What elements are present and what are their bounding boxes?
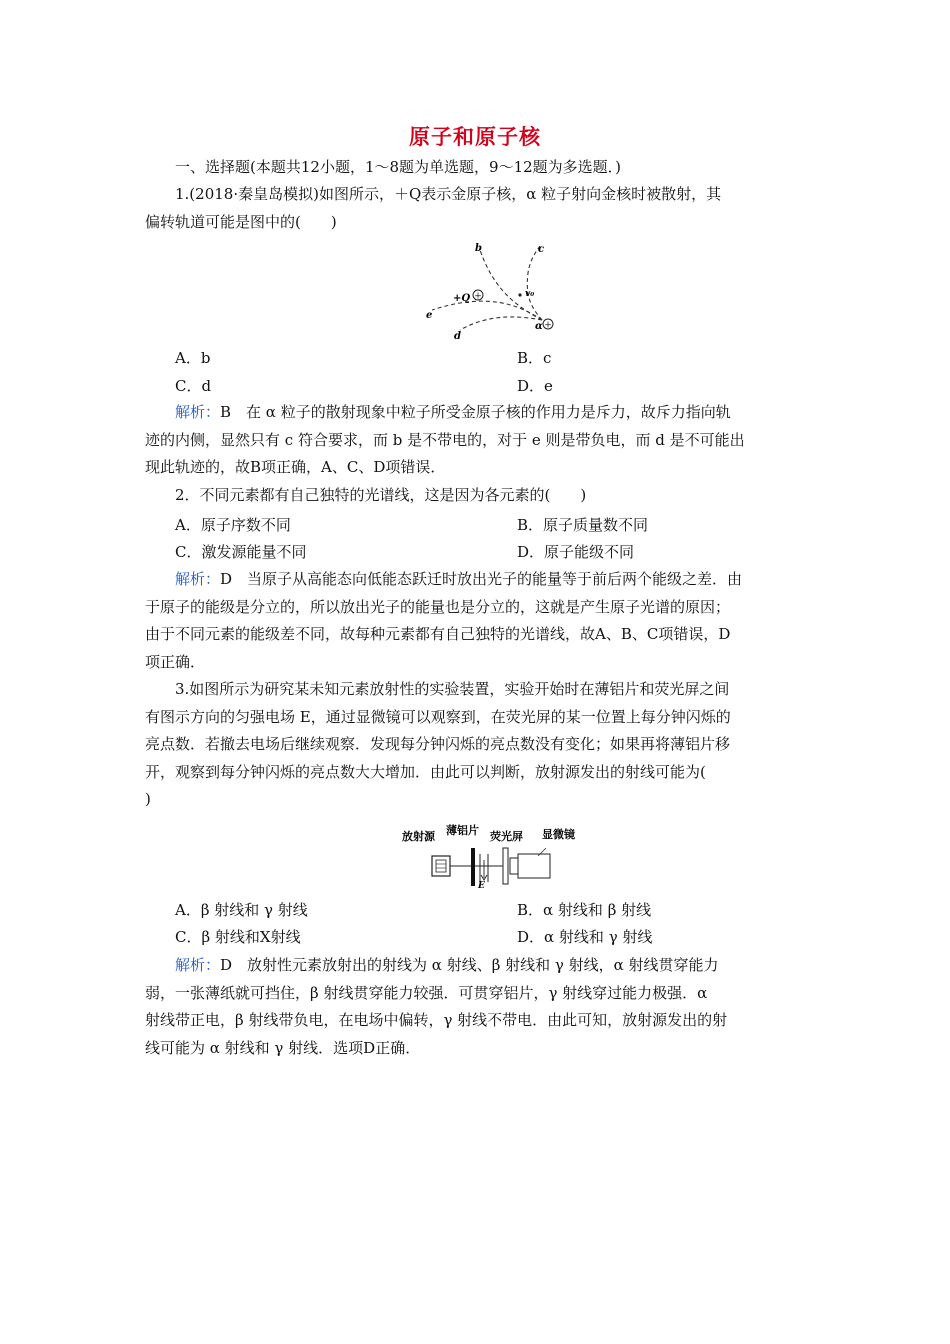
q2-analysis-label: 解析： xyxy=(175,570,221,588)
q3-apparatus-figure xyxy=(398,820,588,890)
q2-analysis-line-3: 由于不同元素的能级差不同，故每种元素都有自己独特的光谱线，故A、B、C项错误，D xyxy=(145,625,731,643)
q2-analysis xyxy=(145,566,807,676)
q2-analysis-line-2: 于原子的能级是分立的，所以放出光子的能量也是分立的，这就是产生原子光谱的原因； xyxy=(145,597,731,616)
q3-analysis-label: 解析： xyxy=(175,956,221,974)
trajectory-d xyxy=(460,317,542,330)
label-v0: v₀ xyxy=(525,289,535,299)
q3-analysis-line-2: 弱，一张薄纸就可挡住，β 射线贯穿能力较强．可贯穿铝片，γ 射线穿过能力极强．α xyxy=(145,983,708,1002)
svg-text:+: + xyxy=(544,320,552,331)
trajectory-c xyxy=(527,244,545,320)
q2-option-d: D．原子能级不同 xyxy=(517,543,635,561)
label-e: e xyxy=(426,310,433,321)
svg-text:+: + xyxy=(474,291,482,302)
q1-option-a: A．b xyxy=(175,349,211,367)
label-microscope: 显微镜 xyxy=(542,828,575,841)
q1-stem-line-2: 偏转轨道可能是图中的( ) xyxy=(145,212,337,231)
label-alpha: α xyxy=(535,321,543,332)
q1-option-b: B．c xyxy=(517,349,552,367)
q1-analysis-label: 解析： xyxy=(175,403,221,421)
q2-option-a: A．原子序数不同 xyxy=(175,516,291,534)
q3-option-b: B．α 射线和 β 射线 xyxy=(517,901,652,919)
q3-option-d: D．α 射线和 γ 射线 xyxy=(517,928,653,946)
q1-analysis-line-1: B 在 α 粒子的散射现象中粒子所受金原子核的作用力是斥力，故斥力指向轨 xyxy=(220,403,731,421)
q1-analysis xyxy=(145,399,807,482)
question-3 xyxy=(145,676,807,814)
label-source: 放射源 xyxy=(402,830,435,843)
q1-scattering-figure xyxy=(420,238,570,344)
microscope-body xyxy=(518,854,550,878)
q2-analysis-line-4: 项正确． xyxy=(145,652,206,671)
label-screen: 荧光屏 xyxy=(490,830,523,843)
label-d: d xyxy=(454,331,461,342)
v0-point xyxy=(518,293,521,296)
q1-stem-line-1: 1.(2018·秦皇岛模拟)如图所示，＋Q表示金原子核，α 粒子射向金核时被散射，其 xyxy=(175,185,722,203)
label-foil: 薄铝片 xyxy=(446,824,479,837)
q3-stem-line-4: 开，观察到每分钟闪烁的亮点数大大增加．由此可以判断，放射源发出的射线可能为( xyxy=(145,762,706,781)
q3-analysis-line-4: 线可能为 α 射线和 γ 射线．选项D正确． xyxy=(145,1038,421,1057)
page-title: 原子和原子核 xyxy=(409,125,541,149)
label-e-field: E xyxy=(478,881,485,890)
q3-stem-line-1: 3.如图所示为研究某未知元素放射性的实验装置，实验开始时在薄铝片和荧光屏之间 xyxy=(175,680,730,698)
trajectory-b xyxy=(480,250,542,320)
q2-analysis-line-1: D 当原子从高能态向低能态跃迁时放出光子的能量等于前后两个能级之差．由 xyxy=(220,570,743,588)
aluminum-foil xyxy=(471,848,475,886)
question-1 xyxy=(145,181,807,236)
q3-stem-line-2: 有图示方向的匀强电场 E，通过显微镜可以观察到，在荧光屏的某一位置上每分钟闪烁的 xyxy=(145,707,731,726)
section-header: 一、选择题(本题共12小题，1～8题为单选题，9～12题为多选题．) xyxy=(175,158,622,176)
q1-analysis-line-3: 现此轨迹的，故B项正确，A、C、D项错误． xyxy=(145,458,446,476)
q3-analysis-line-1: D 放射性元素放射出的射线为 α 射线、β 射线和 γ 射线，α 射线贯穿能力 xyxy=(220,956,719,974)
label-c: c xyxy=(538,244,545,255)
fluorescent-screen xyxy=(503,848,508,884)
q1-option-d: D．e xyxy=(517,377,553,395)
label-b: b xyxy=(475,243,482,254)
q3-stem-line-3: 亮点数．若撤去电场后继续观察．发现每分钟闪烁的亮点数没有变化；如果再将薄铝片移 xyxy=(145,735,731,753)
radiation-source-box xyxy=(432,856,450,876)
q2-option-b: B．原子质量数不同 xyxy=(517,516,649,534)
q2-option-c: C．激发源能量不同 xyxy=(175,543,307,561)
microscope-eyepiece xyxy=(510,858,518,874)
q1-option-c: C．d xyxy=(175,377,212,395)
q3-option-a: A．β 射线和 γ 射线 xyxy=(175,901,308,919)
q3-stem-line-5: ) xyxy=(145,790,151,808)
label-plus-q: +Q xyxy=(453,293,471,304)
q3-analysis xyxy=(145,952,807,1062)
q1-analysis-line-2: 迹的内侧，显然只有 c 符合要求，而 b 是不带电的，对于 e 则是带负电，而 d 是不可能出 xyxy=(145,430,745,449)
q3-analysis-line-3: 射线带正电，β 射线带负电，在电场中偏转，γ 射线不带电．由此可知，放射源发出的射 xyxy=(145,1011,728,1029)
q2-stem: 2．不同元素都有自己独特的光谱线，这是因为各元素的( ) xyxy=(175,486,587,504)
q3-option-c: C．β 射线和X射线 xyxy=(175,928,301,946)
